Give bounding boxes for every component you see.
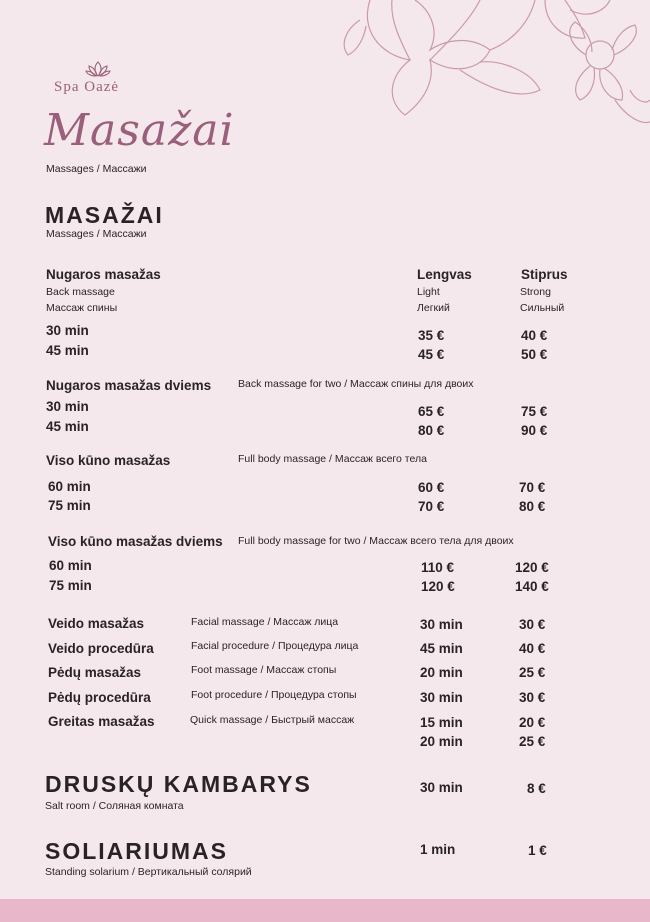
price-light: 60 € xyxy=(418,480,445,495)
service-price: 30 € xyxy=(519,617,546,632)
service-price: 25 € xyxy=(519,665,546,680)
price-light: 35 € xyxy=(418,328,445,343)
col-strong-ru: Сильный xyxy=(520,302,565,314)
back-two-desc: Back massage for two / Массаж спины для двоих xyxy=(238,378,474,390)
col-light-en: Light xyxy=(417,286,440,298)
salt-room-price: 8 € xyxy=(527,781,546,796)
service-desc: Foot procedure / Процедура стопы xyxy=(191,689,357,701)
service-duration: 30 min xyxy=(420,617,463,632)
service-name: Veido procedūra xyxy=(48,641,154,656)
price-strong: 75 € xyxy=(521,404,548,419)
salt-room-duration: 30 min xyxy=(420,780,463,795)
service-duration: 20 min xyxy=(420,734,463,749)
salt-room-subtitle: Salt room / Соляная комната xyxy=(45,800,184,812)
service-price: 40 € xyxy=(519,641,546,656)
duration: 30 min xyxy=(46,323,89,338)
solarium-price: 1 € xyxy=(528,843,547,858)
service-name: Veido masažas xyxy=(48,616,145,631)
back-massage-en: Back massage xyxy=(46,286,115,298)
duration: 45 min xyxy=(46,343,89,358)
service-duration: 20 min xyxy=(420,665,463,680)
service-name: Greitas masažas xyxy=(48,714,155,729)
solarium-duration: 1 min xyxy=(420,842,456,857)
massages-title: MASAŽAI xyxy=(45,202,164,228)
solarium-subtitle: Standing solarium / Вертикальный солярий xyxy=(45,866,252,878)
price-strong: 70 € xyxy=(519,480,546,495)
service-desc: Quick massage / Быстрый массаж xyxy=(190,714,355,726)
service-name: Pėdų procedūra xyxy=(48,690,151,705)
col-strong-en: Strong xyxy=(520,286,551,298)
duration: 60 min xyxy=(48,479,91,494)
duration: 45 min xyxy=(46,419,89,434)
page-title: Masažai xyxy=(44,105,235,156)
price-light: 65 € xyxy=(418,404,445,419)
duration: 30 min xyxy=(46,399,89,414)
service-desc: Facial massage / Массаж лица xyxy=(191,616,339,628)
massages-subtitle: Massages / Массажи xyxy=(46,228,147,240)
lotus-icon xyxy=(85,60,111,78)
price-light: 45 € xyxy=(418,347,445,362)
price-light: 110 € xyxy=(421,560,455,575)
brand-name: Spa Oazė xyxy=(54,79,120,95)
service-duration: 30 min xyxy=(420,690,463,705)
price-strong: 140 € xyxy=(515,579,549,594)
duration: 75 min xyxy=(49,578,92,593)
duration: 75 min xyxy=(48,498,91,513)
solarium-title: SOLIARIUMAS xyxy=(45,838,228,864)
flower-illustration xyxy=(330,0,650,140)
service-duration: 45 min xyxy=(420,641,463,656)
footer-bar xyxy=(0,899,650,922)
service-desc: Foot massage / Массаж стопы xyxy=(191,664,337,676)
price-strong: 120 € xyxy=(515,560,549,575)
price-strong: 80 € xyxy=(519,499,546,514)
full-body-desc: Full body massage / Массаж всего тела xyxy=(238,453,427,465)
back-massage-ru: Массаж спины xyxy=(46,302,118,314)
page-subtitle: Massages / Массажи xyxy=(46,163,147,175)
col-light-header: Lengvas xyxy=(417,267,472,282)
service-desc: Facial procedure / Процедура лица xyxy=(191,640,359,652)
price-strong: 50 € xyxy=(521,347,548,362)
service-price: 30 € xyxy=(519,690,546,705)
service-price: 20 € xyxy=(519,715,546,730)
price-light: 80 € xyxy=(418,423,445,438)
back-massage-name: Nugaros masažas xyxy=(46,267,161,282)
price-light: 120 € xyxy=(421,579,455,594)
col-light-ru: Легкий xyxy=(417,302,450,314)
service-duration: 15 min xyxy=(420,715,463,730)
price-strong: 40 € xyxy=(521,328,548,343)
service-name: Pėdų masažas xyxy=(48,665,142,680)
back-two-name: Nugaros masažas dviems xyxy=(46,378,212,393)
full-body-two-name: Viso kūno masažas dviems xyxy=(48,534,223,549)
col-strong-header: Stiprus xyxy=(521,267,568,282)
service-price: 25 € xyxy=(519,734,546,749)
salt-room-title: DRUSKŲ KAMBARYS xyxy=(45,771,312,797)
full-body-name: Viso kūno masažas xyxy=(46,453,171,468)
price-light: 70 € xyxy=(418,499,445,514)
full-body-two-desc: Full body massage for two / Массаж всего тела для двоих xyxy=(238,535,514,547)
price-strong: 90 € xyxy=(521,423,548,438)
duration: 60 min xyxy=(49,558,92,573)
